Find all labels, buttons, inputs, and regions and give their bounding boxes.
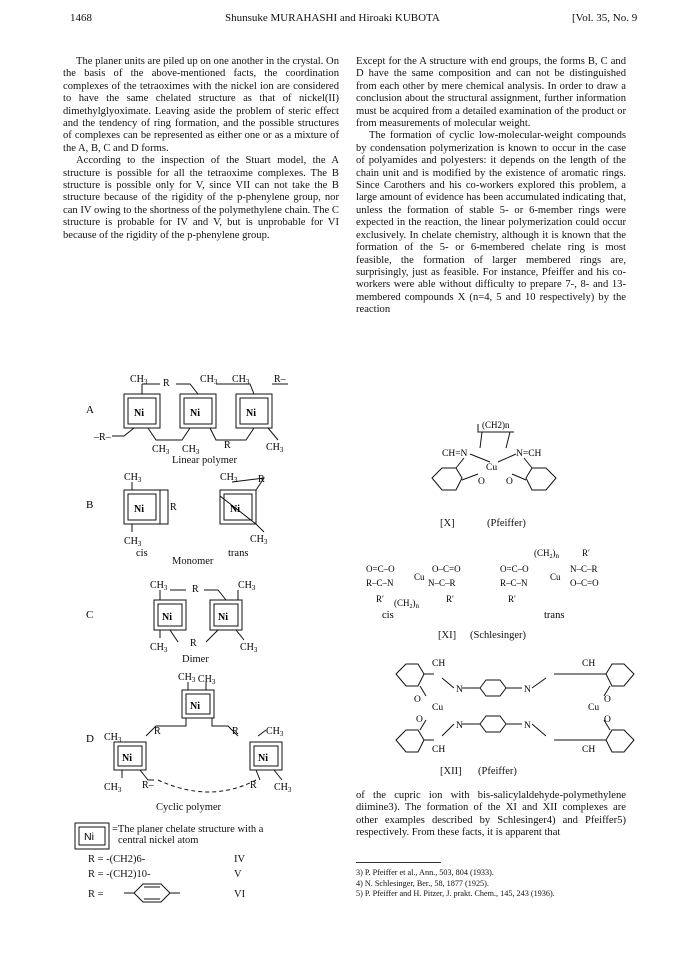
svg-text:–R–: –R– <box>94 432 111 443</box>
svg-text:CH3: $CH_3$ <box>104 732 122 744</box>
svg-text:CH3: $CH_3$ <box>124 536 142 548</box>
svg-text:Cu: Cu <box>414 572 425 582</box>
legend-description: =The planer chelate structure with a central nickel atom <box>112 824 264 846</box>
svg-text:O: O <box>604 715 611 725</box>
svg-text:R–: R– <box>142 780 154 791</box>
svg-text:Ni: Ni <box>258 753 268 764</box>
svg-text:R–: R– <box>274 374 286 385</box>
svg-text:N: N <box>524 721 531 731</box>
svg-text:R′: R′ <box>376 594 384 604</box>
svg-text:R–C–N: R–C–N <box>366 578 394 588</box>
svg-text:Ni: Ni <box>218 612 228 623</box>
svg-text:O: O <box>604 695 611 705</box>
structure-x-metal: Cu <box>486 463 498 473</box>
right-paragraph-1: Except for the A structure with end groups, the forms B, C and D have the same composition and can not be distinguished from each other by mere chemical analysis. In order to draw a conclusion about the structural assignment, further information must be acquired from a detailed examination of the product or from measurements of molecular weight. <box>356 56 626 130</box>
svg-text:R: R <box>250 780 257 791</box>
svg-text:R: R <box>258 474 265 485</box>
svg-text:N: N <box>456 721 463 731</box>
svg-text:(CH2)n: $(CH_2)_n$ <box>534 548 559 560</box>
footnote-rule <box>356 862 441 863</box>
structure-x-chain: (CH2)n <box>482 420 510 430</box>
structure-xii-author: (Pfeiffer) <box>478 766 517 777</box>
svg-text:O–C=O: O–C=O <box>432 564 461 574</box>
svg-text:Ni: Ni <box>190 701 200 712</box>
svg-text:CH3: $CH_3$ <box>266 442 284 454</box>
svg-text:O=C–O: O=C–O <box>366 564 395 574</box>
figure-b <box>60 470 340 565</box>
right-paragraph-2: The formation of cyclic low-molecular-weight compounds by condensation polymerization is known to occur in the case of polyamides and polyesters: it depends on the length of the chain unit and is modified by the existence of aromatic rings. Since Carothers and his co-workers explored this problem, a large amount of evidence has been accumulated indicating that, unless the formation of stable 5- or 6-member rings were expected in the reaction, the linear polymerization could occur exclusively. In chelate chemistry, although it is known that the formation of the 5- or 6-membered chelate ring is most feasible, the formation of larger membered rings are, surprisingly, just as feasible. For instance, Pfeiffer and his co-workers were able without difficulty to prepare 7-, 8- and 13-membered compounds X (n=4, 5 and 10 respectively) by the reaction <box>356 130 626 316</box>
structure-xi <box>360 540 660 625</box>
svg-text:Ni: Ni <box>190 408 200 419</box>
svg-text:Cu: Cu <box>550 572 561 582</box>
svg-text:R: R <box>170 502 177 513</box>
legend-r-iv: R = -(CH2)6- <box>88 854 146 865</box>
svg-text:O=C–O: O=C–O <box>500 564 529 574</box>
svg-text:CH3: $CH_3$ <box>200 374 218 386</box>
svg-text:CH3: $CH_3$ <box>124 472 142 484</box>
structure-x-label: [X] <box>440 518 455 529</box>
left-column-text <box>63 56 339 242</box>
svg-text:N–C–R: N–C–R <box>428 578 456 588</box>
figure-d <box>60 670 340 805</box>
svg-text:R: R <box>232 726 239 737</box>
svg-text:N: N <box>456 685 463 695</box>
svg-text:Ni: Ni <box>162 612 172 623</box>
svg-text:CH: CH <box>582 745 596 755</box>
structure-x-right-group: N=CH <box>516 449 542 459</box>
structure-x-left-group: CH=N <box>442 449 468 459</box>
svg-text:Ni: Ni <box>246 408 256 419</box>
svg-text:CH3: $CH_3$ <box>220 472 238 484</box>
svg-text:Ni: Ni <box>134 504 144 515</box>
structure-xii-atoms <box>414 659 611 755</box>
running-head-volume: [Vol. 35, No. 9 <box>572 12 638 24</box>
svg-text:R: R <box>190 638 197 649</box>
right-column-text-top <box>356 56 626 317</box>
svg-text:CH3: $CH_3$ <box>150 642 168 654</box>
figure-c-letter: C <box>86 609 94 621</box>
svg-text:CH3: $CH_3$ <box>250 534 268 546</box>
p-phenylene-ring <box>122 882 182 909</box>
svg-text:CH3: $CH_3$ <box>150 580 168 592</box>
svg-text:N–C–R: N–C–R <box>570 564 598 574</box>
svg-text:N: N <box>524 685 531 695</box>
svg-text:CH3: $CH_3$ <box>232 374 250 386</box>
svg-text:R: R <box>192 584 199 595</box>
svg-text:R′: R′ <box>582 548 590 558</box>
structure-xi-author: (Schlesinger) <box>470 630 526 641</box>
svg-text:Cu: Cu <box>432 703 444 713</box>
reference-5: 5) P. Pfeiffer and H. Pitzer, J. prakt. Chem., 145, 243 (1936). <box>356 889 555 899</box>
structure-xi-label: [XI] <box>438 630 457 641</box>
structure-x <box>420 418 570 519</box>
svg-text:CH3: $CH_3$ <box>274 782 292 794</box>
svg-text:Ni: Ni <box>230 504 240 515</box>
svg-text:R: R <box>224 440 231 451</box>
legend-r-v-number: V <box>234 869 242 880</box>
figure-b-letter: B <box>86 499 94 511</box>
figure-c <box>60 574 340 659</box>
svg-text:Ni: Ni <box>122 753 132 764</box>
references <box>356 868 656 900</box>
svg-text:CH: CH <box>432 745 446 755</box>
svg-text:CH3: $CH_3$ <box>130 374 148 386</box>
svg-text:CH3 CH3: $CH_3$ $CH_3$ <box>178 672 216 686</box>
left-paragraph-1: The planer units are piled up on one another in the crystal. On the basis of the above-mentioned facts, the coordination complexes of the tetraoximes with the nickel ion are considered to have the same chelated structure as that of nickel(II) dimethylglyoximate. Leaving aside the problem of steric effect and the tendency of ring formation, and the possible structures of complexes can be represented as either one or as a mixture of the A, B, C and D forms. <box>63 56 339 154</box>
legend-r-vi: R = <box>88 889 104 900</box>
legend-r-vi-number: VI <box>234 889 246 900</box>
figure-b-cis: cis <box>136 548 148 559</box>
svg-text:O: O <box>416 715 423 725</box>
figure-d-caption: Cyclic polymer <box>156 802 222 813</box>
svg-text:O: O <box>414 695 421 705</box>
svg-text:CH3: $CH_3$ <box>104 782 122 794</box>
structure-xi-trans: trans <box>544 610 565 620</box>
right-paragraph-3: of the cupric ion with bis-salicylaldehyde-polymethylene diimine3). The formation of the XI and XII complexes are other examples described by Schlesinger4) and Pfeiffer5) respectively. From these facts, it is apparent that <box>356 790 626 839</box>
legend-r-iv-number: IV <box>234 854 246 865</box>
legend-r-v: R = -(CH2)10- <box>88 869 151 880</box>
figure-b-caption: Monomer <box>172 556 214 567</box>
structure-x-author: (Pfeiffer) <box>487 518 526 529</box>
figure-a-caption: Linear polymer <box>172 455 238 466</box>
svg-text:CH3: $CH_3$ <box>266 726 284 738</box>
svg-text:CH3: $CH_3$ <box>152 444 170 456</box>
legend-ni-text: Ni <box>84 831 94 843</box>
svg-text:O: O <box>478 477 485 487</box>
figure-b-trans: trans <box>228 548 249 559</box>
svg-text:CH: CH <box>582 659 596 669</box>
structure-xii <box>376 652 656 767</box>
svg-text:O–C=O: O–C=O <box>570 578 599 588</box>
svg-text:(CH2)n: $(CH_2)_n$ <box>394 598 419 610</box>
reference-3: 3) P. Pfeiffer et al., Ann., 503, 804 (1933). <box>356 868 494 877</box>
figure-a <box>60 368 340 463</box>
legend-ni-box <box>74 822 110 855</box>
right-column-text-bottom <box>356 790 626 840</box>
svg-text:Cu: Cu <box>588 703 600 713</box>
page-number: 1468 <box>70 12 92 24</box>
svg-text:R: R <box>154 726 161 737</box>
svg-text:R–C–N: R–C–N <box>500 578 528 588</box>
reference-4: 4) N. Schlesinger, Ber., 58, 1877 (1925). <box>356 878 489 888</box>
svg-text:CH3: $CH_3$ <box>240 642 258 654</box>
figure-a-letter: A <box>86 404 94 416</box>
left-paragraph-2: According to the inspection of the Stuart model, the A structure is possible for all the tetraoxime complexes. The B structure is possible only for V, since VII can not take the B structure because of the rigidity of the p-phenylene group, nor can IV owing to the shortness of the polymethylene chain. The C structure is probable for IV and V, but is unprobable for VI because of the rigidity of the p-phenylene group. <box>63 155 339 241</box>
structure-xi-cis: cis <box>382 610 394 620</box>
structure-xii-label: [XII] <box>440 766 462 777</box>
svg-text:R′: R′ <box>508 594 516 604</box>
svg-text:CH3: $CH_3$ <box>238 580 256 592</box>
svg-text:CH: CH <box>432 659 446 669</box>
figure-c-caption: Dimer <box>182 654 209 665</box>
svg-text:Ni: Ni <box>134 408 144 419</box>
figure-d-letter: D <box>86 733 94 745</box>
svg-text:O: O <box>506 477 513 487</box>
svg-text:CH3: $CH_3$ <box>182 444 200 456</box>
svg-text:R: R <box>163 378 170 389</box>
svg-text:R′: R′ <box>446 594 454 604</box>
running-head-authors: Shunsuke MURAHASHI and Hiroaki KUBOTA <box>225 12 440 24</box>
